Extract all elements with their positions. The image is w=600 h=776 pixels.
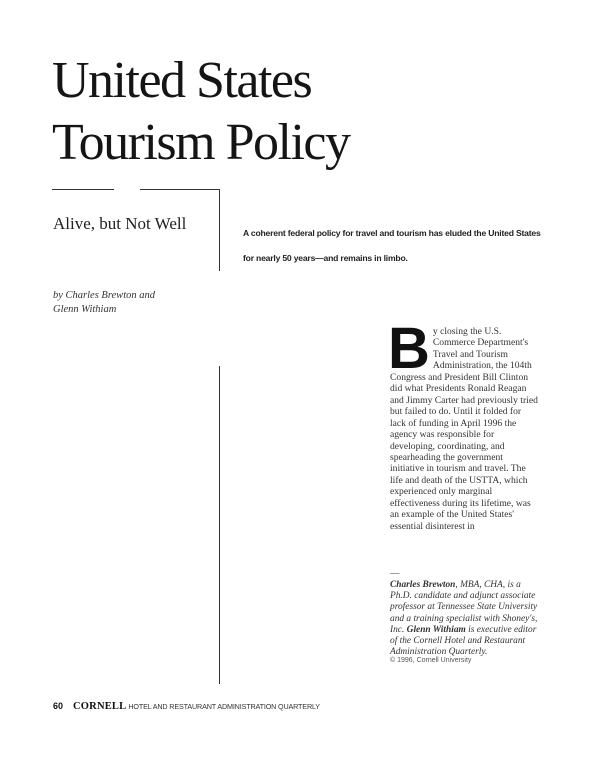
title-rule-short [52,189,114,190]
byline-line-2: Glenn Withiam [53,304,117,315]
bio-text-2: is executive editor of the Cornell Hotel and Restaurant Administration Quarterly. [390,624,537,658]
author-name-2: Glenn Withiam [406,624,466,635]
body-column [388,316,538,532]
body-paragraph: y closing the U.S. Commerce Department's Travel and Tourism Administration, the 104th Congress and President Bill Clinton did what Presidents Ronald Reagan and Jimmy Carter had previously tried but failed to do. Until it folded for lack of funding in April 1996 the agency was responsible for developing, coordinating, and spearheading the government initiative in tourism and travel. The life and death of the USTTA, which experienced only marginal effectiveness during its lifetime, was an example of the United States' essential disinterest in [390,326,538,532]
article-subtitle: Alive, but Not Well [53,214,187,233]
bio-text-1: , MBA, CHA, is a Ph.D. candidate and adjunct associate professor at Tennessee State University and a training specialist with Shoney's, Inc. [390,580,538,635]
copyright-notice: © 1996, Cornell University [390,657,472,664]
page-footer [53,701,320,717]
article-dek: A coherent federal policy for travel and tourism has eluded the United States for nearly 50 years—and remains in limbo. [243,228,541,263]
column-divider-top [219,189,220,271]
column-divider-middle [219,366,220,684]
journal-name: HOTEL AND RESTAURANT ADMINISTRATION QUARTERLY [128,702,320,711]
page-number: 60 [53,701,64,711]
author-name-1: Charles Brewton [390,580,456,590]
title-rule-long [140,189,220,190]
journal-logo: CORNELL [73,701,127,712]
drop-cap: B [388,316,430,381]
byline [53,289,203,317]
bio-separator: — [390,569,400,579]
byline-line-1: by Charles Brewton and [53,290,155,301]
author-bio [390,570,540,658]
title-line-2: Tourism Policy [52,114,350,171]
title-line-1: United States [52,52,312,109]
article-title [52,50,349,174]
